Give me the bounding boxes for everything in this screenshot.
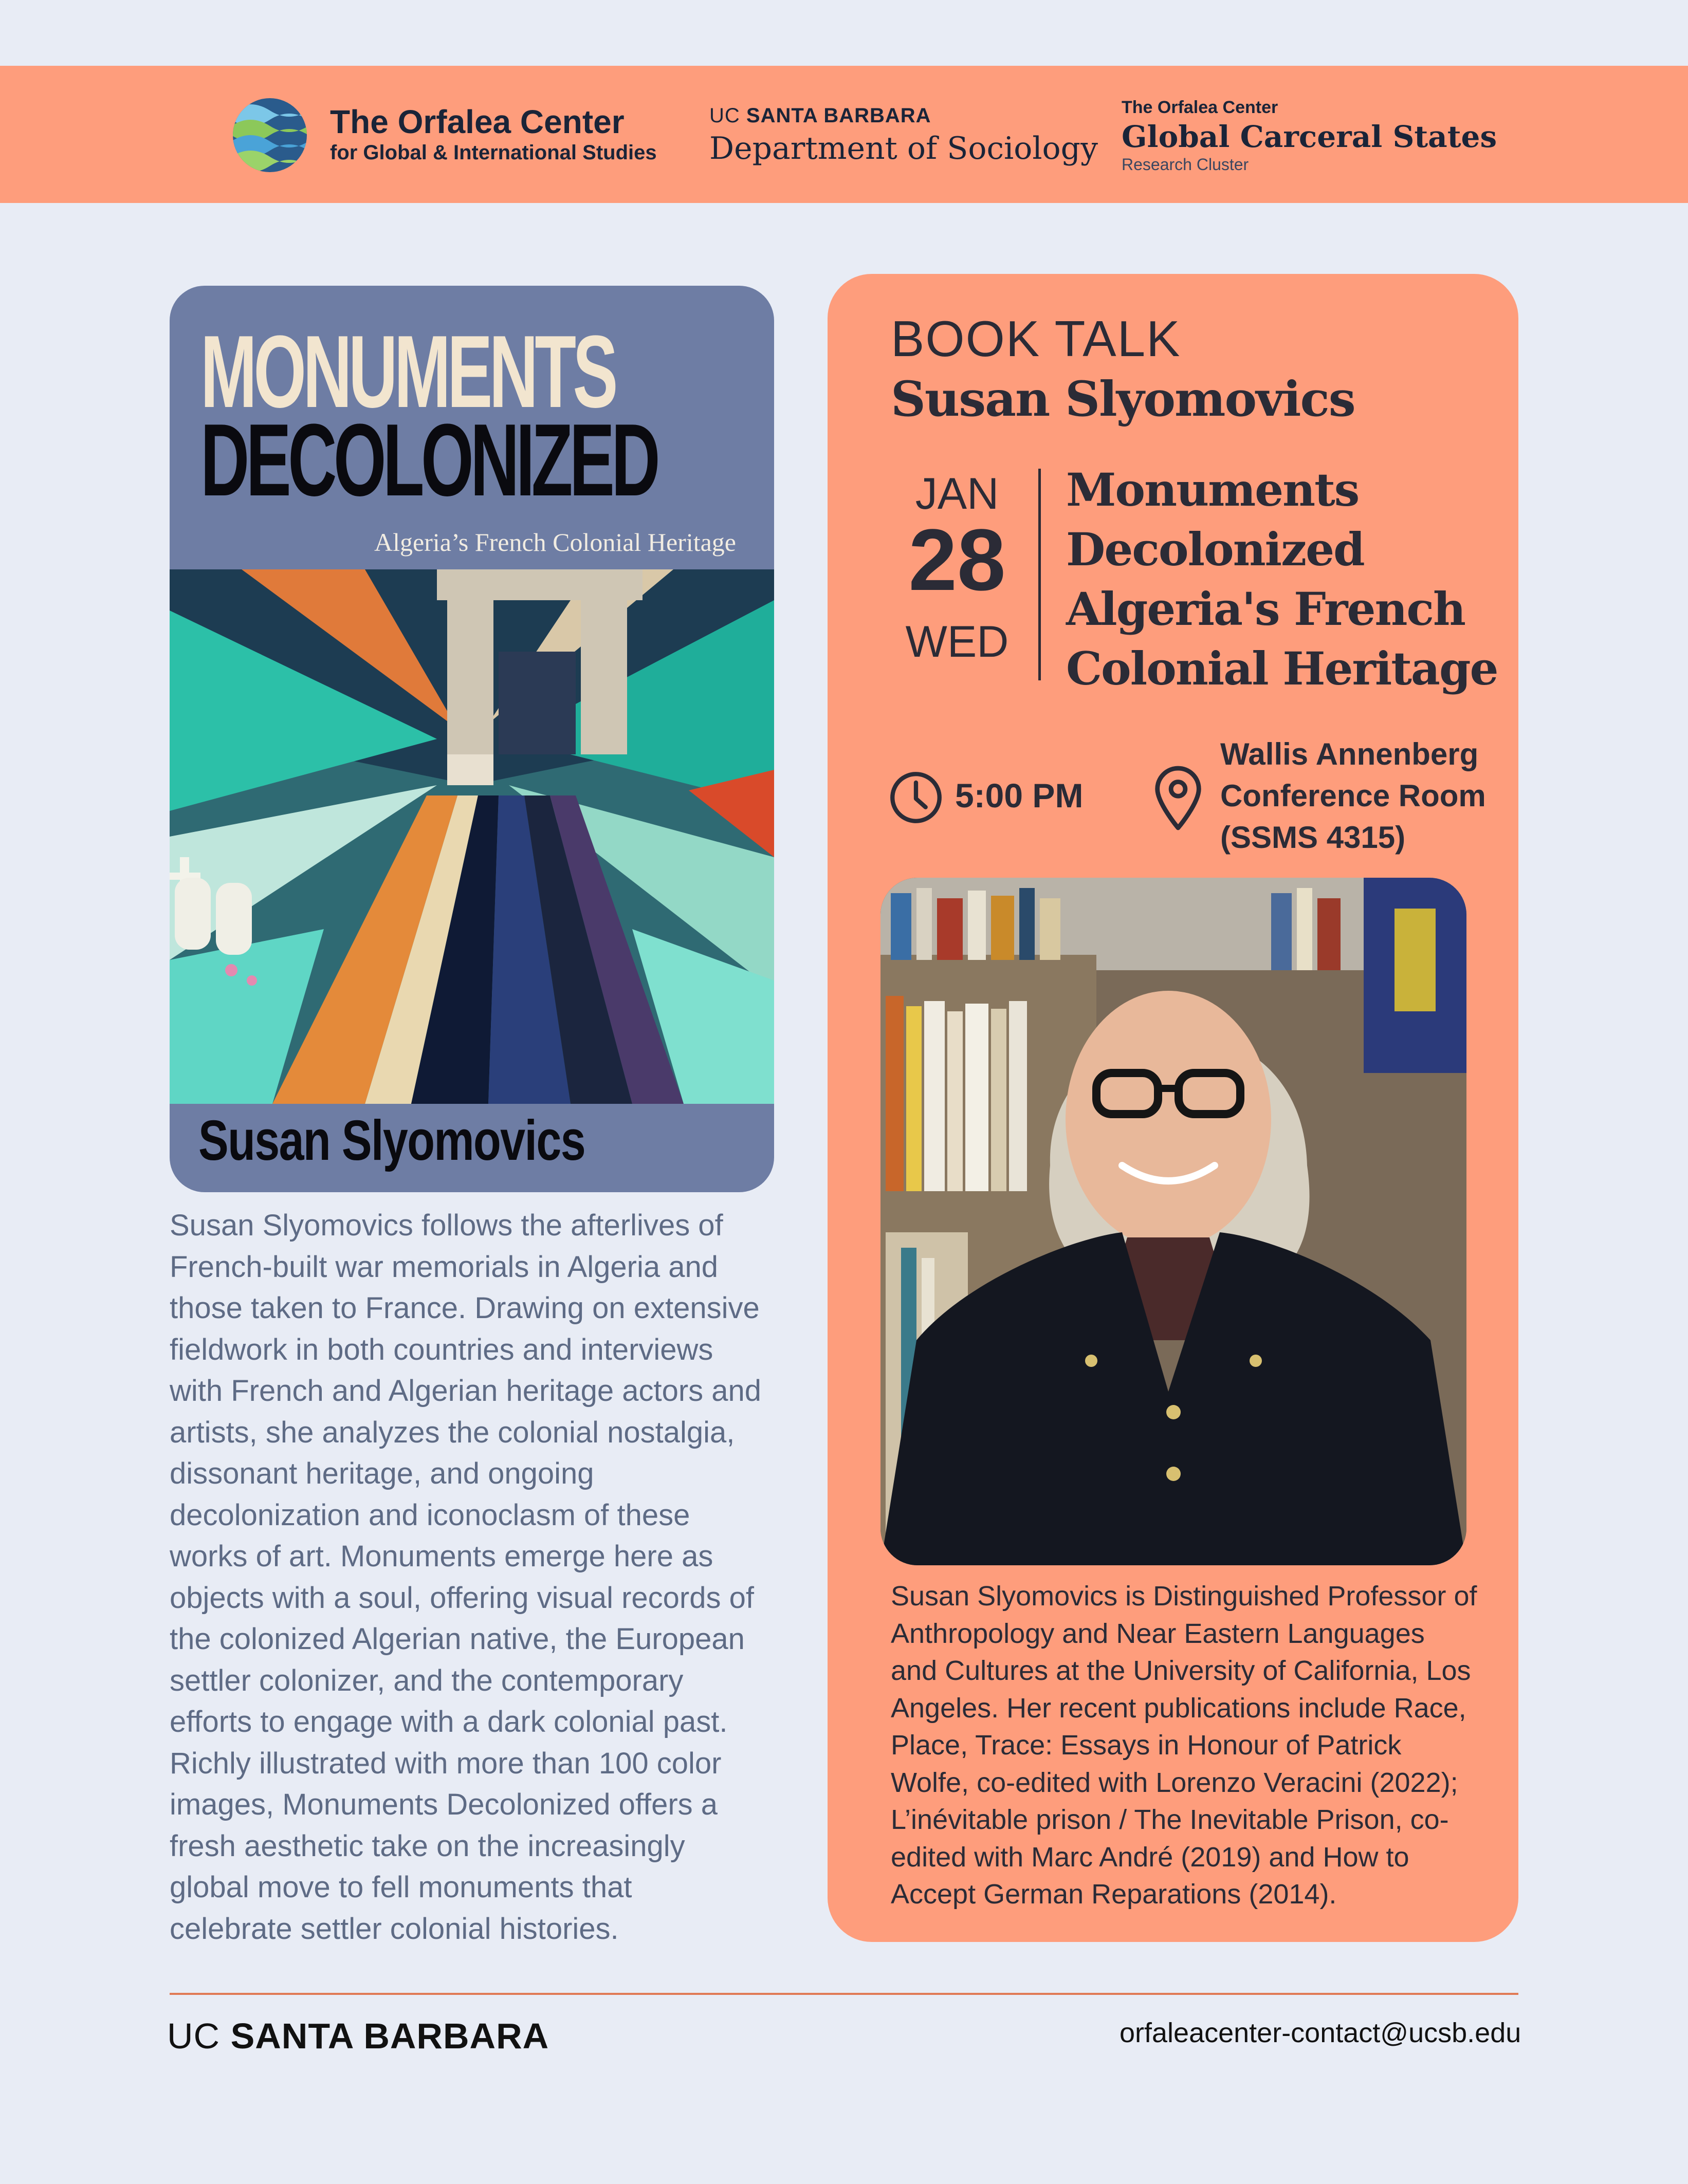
description-line: objects with a soul, offering visual records of [170,1581,754,1615]
bio-line: Anthropology and Near Eastern Languages [891,1618,1425,1649]
cover-title-line1: MONUMENTS [200,314,615,429]
description-line: artists, she analyzes the colonial nostalgia, [170,1415,735,1449]
venue-line: Wallis Annenberg [1220,737,1479,771]
description-line: those taken to France. Drawing on extensive [170,1291,760,1325]
description-line: French-built war memorials in Algeria and [170,1250,718,1284]
bio-line: Place, Trace: Essays in Honour of Patrick [891,1730,1402,1761]
gcs-title: Global Carceral States [1122,119,1497,154]
bio-line: Accept German Reparations (2014). [891,1879,1337,1910]
cover-painting [170,569,774,1104]
event-title-line: Monuments [1066,463,1359,516]
speaker-bio [891,1578,1487,1913]
orfalea-title: The Orfalea Center [330,103,625,140]
event-title-line: Decolonized [1066,523,1364,576]
gcs-subtitle: Research Cluster [1122,155,1249,174]
speaker-name: Susan Slyomovics [891,371,1355,428]
event-day: 28 [908,511,1006,609]
footer-ucsb-wordmark: UC SANTA BARBARA [167,2016,549,2056]
date-divider [1038,469,1041,680]
ucsb-wordmark-small: UC SANTA BARBARA [709,104,931,127]
cover-subtitle: Algeria’s French Colonial Heritage [374,528,736,557]
gcs-top-label: The Orfalea Center [1122,98,1278,117]
description-line: settler colonizer, and the contemporary [170,1663,684,1697]
venue-line: Conference Room [1220,779,1486,813]
event-time: 5:00 PM [955,776,1084,815]
orfalea-subtitle: for Global & International Studies [330,141,657,164]
event-label: BOOK TALK [891,310,1181,367]
book-description [170,1205,786,1950]
contact-email-link[interactable]: orfaleacenter-contact@ucsb.edu [1120,2018,1521,2048]
description-line: decolonization and iconoclasm of these [170,1498,690,1532]
venue-line: (SSMS 4315) [1220,820,1406,855]
description-line: celebrate settler colonial histories. [170,1912,619,1946]
description-line: fieldwork in both countries and interviews [170,1332,713,1366]
description-line: dissonant heritage, and ongoing [170,1457,594,1490]
description-line: fresh aesthetic take on the increasingly [170,1829,685,1863]
cover-author: Susan Slyomovics [198,1109,585,1172]
event-weekday: WED [905,617,1009,667]
orfalea-logo-icon [231,97,308,174]
bio-line: Angeles. Her recent publications include Race, [891,1692,1466,1724]
cover-title-line2: DECOLONIZED [200,403,657,517]
description-line: efforts to engage with a dark colonial past. [170,1705,728,1738]
department-name: Department of Sociology [709,131,1098,166]
bio-line: Susan Slyomovics is Distinguished Professor of [891,1581,1477,1612]
event-title-line: Algeria's French [1066,582,1465,636]
description-line: the colonized Algerian native, the European [170,1622,745,1656]
description-line: Susan Slyomovics follows the afterlives of [170,1209,723,1242]
footer-divider [170,1993,1518,1995]
bio-line: Wolfe, co-edited with Lorenzo Veracini (2022); [891,1767,1458,1798]
description-line: with French and Algerian heritage actors and [170,1374,762,1408]
clock-icon [889,771,943,824]
event-title [1066,460,1497,698]
bio-line: L’inévitable prison / The Inevitable Prison, co- [891,1804,1449,1835]
speaker-photo [880,878,1466,1565]
description-line: works of art. Monuments emerge here as [170,1540,713,1573]
bio-line: and Cultures at the University of California, Los [891,1655,1471,1686]
book-cover [170,286,774,1192]
description-line: images, Monuments Decolonized offers a [170,1788,718,1821]
bio-line: edited with Marc André (2019) and How to [891,1841,1409,1873]
location-pin-icon [1153,766,1203,830]
event-month: JAN [915,469,999,519]
description-line: global move to fell monuments that [170,1871,632,1904]
event-venue [1220,733,1486,858]
description-line: Richly illustrated with more than 100 color [170,1746,722,1780]
event-title-line: Colonial Heritage [1066,642,1498,695]
